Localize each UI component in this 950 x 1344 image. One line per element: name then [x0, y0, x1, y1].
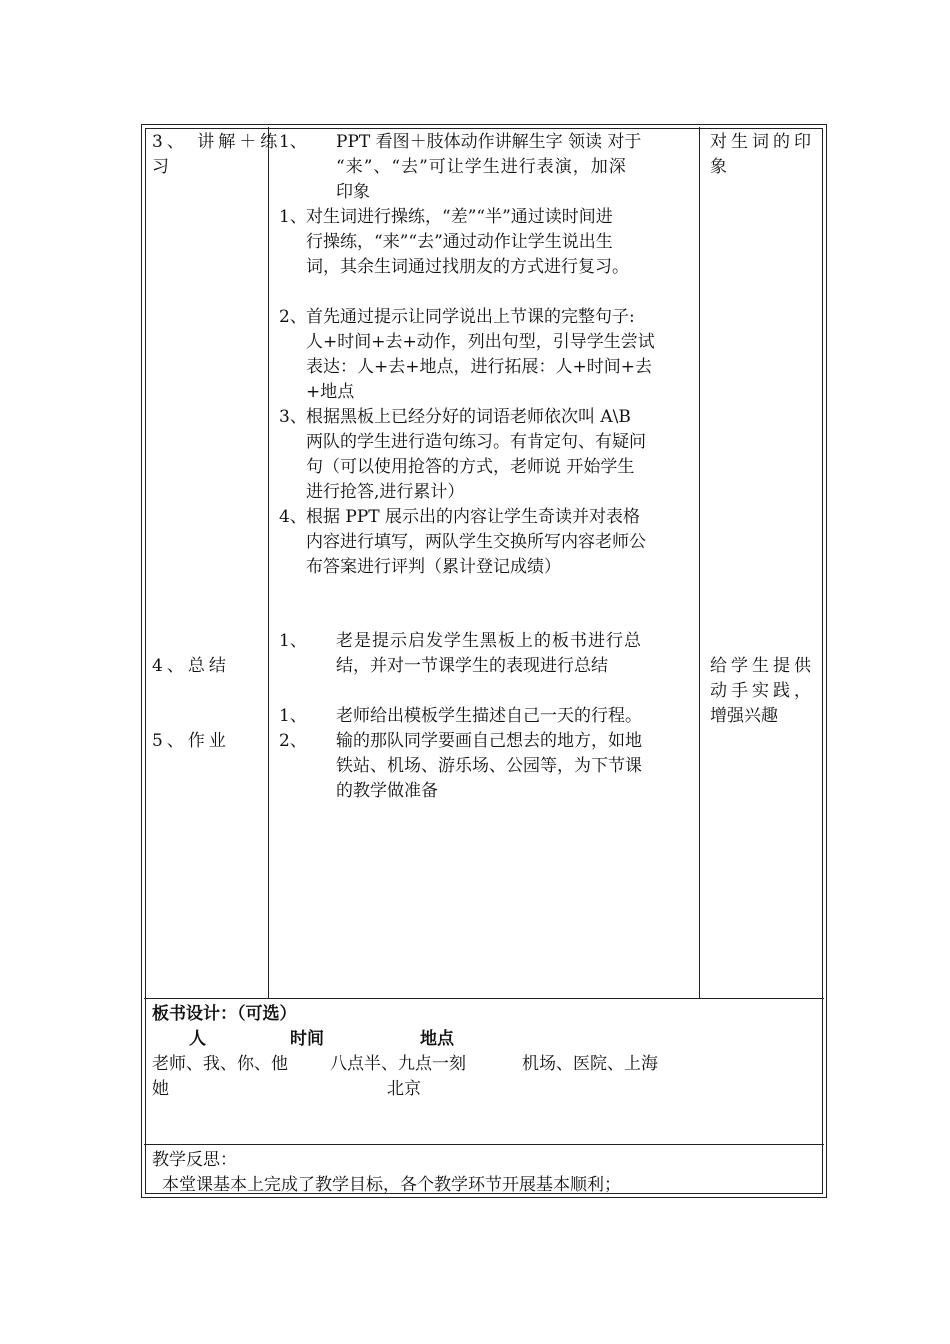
- item-d-line: 两队的学生进行造句练习。有肯定句、有疑问: [306, 432, 646, 452]
- col-divider-left: [268, 127, 269, 998]
- item-d-number: 3、: [279, 407, 307, 427]
- row-divider-board: [144, 998, 824, 999]
- item-e-line: 内容进行填写，两队学生交换所写内容老师公: [306, 532, 646, 552]
- item-a-line: 印象: [336, 182, 370, 202]
- board-persons-cont: 她: [152, 1079, 169, 1099]
- item-a-line: “来”、“去”可让学生进行表演，加深: [336, 157, 627, 177]
- homework2-number: 2、: [279, 731, 307, 751]
- note-practice: 给学生提供: [710, 656, 815, 676]
- item-c-line: 首先通过提示让同学说出上节课的完整句子:: [306, 307, 635, 327]
- homework2-line: 输的那队同学要画自己想去的地方，如地: [336, 731, 642, 751]
- item-b-line: 行操练，“来”“去”通过动作让学生说出生: [306, 232, 613, 252]
- board-times: 八点半、九点一刻: [330, 1054, 466, 1074]
- board-title: 板书设计：（可选）: [152, 1004, 297, 1024]
- item-e-line: 布答案进行评判（累计登记成绩）: [306, 557, 561, 577]
- col-divider-right: [699, 127, 700, 998]
- item-c-line: 表达：人+去+地点，进行拓展：人+时间+去: [306, 357, 652, 377]
- item-a-line: PPT 看图＋肢体动作讲解生字 领读 对于: [336, 132, 642, 152]
- step3-label: 3、 讲解＋练: [152, 132, 282, 152]
- summary-number: 1、: [279, 631, 307, 651]
- reflection-text: 本堂课基本上完成了教学目标，各个教学环节开展基本顺利；: [162, 1175, 621, 1195]
- step3-label-cont: 习: [152, 157, 169, 177]
- note-practice: 增强兴趣: [710, 706, 778, 726]
- summary-line: 结，并对一节课学生的表现进行总结: [336, 656, 608, 676]
- item-c-line: +地点: [306, 382, 355, 402]
- item-b-number: 1、: [279, 207, 307, 227]
- row-divider-reflection: [144, 1144, 824, 1145]
- item-c-number: 2、: [279, 307, 307, 327]
- note-practice: 动手实践，: [710, 681, 815, 701]
- note-vocab: 对生词的印: [710, 132, 815, 152]
- homework2-line: 铁站、机场、游乐场、公园等，为下节课: [336, 756, 642, 776]
- item-e-line: 根据 PPT 展示出的内容让学生奇读并对表格: [306, 507, 641, 527]
- summary-line: 老是提示启发学生黑板上的板书进行总: [336, 631, 642, 651]
- item-b-line: 对生词进行操练，“差”“半”通过读时间进: [306, 207, 613, 227]
- reflection-title: 教学反思：: [152, 1150, 237, 1170]
- board-places-cont: 北京: [387, 1079, 421, 1099]
- item-b-line: 词，其余生词通过找朋友的方式进行复习。: [306, 257, 629, 277]
- homework1-number: 1、: [279, 706, 307, 726]
- item-c-line: 人+时间+去+动作，列出句型，引导学生尝试: [306, 332, 655, 352]
- note-vocab-cont: 象: [710, 157, 727, 177]
- board-header-person: 人: [189, 1029, 206, 1049]
- board-header-time: 时间: [290, 1029, 324, 1049]
- board-header-place: 地点: [420, 1029, 454, 1049]
- step4-label: 4、总结: [152, 656, 230, 676]
- step5-label: 5、作业: [152, 731, 230, 751]
- item-d-line: 根据黑板上已经分好的词语老师依次叫 A\B: [306, 407, 631, 427]
- homework2-line: 的教学做准备: [336, 781, 438, 801]
- item-d-line: 句（可以使用抢答的方式，老师说 开始学生: [306, 457, 635, 477]
- item-e-number: 4、: [279, 507, 307, 527]
- board-persons: 老师、我、你、他: [152, 1054, 288, 1074]
- board-places: 机场、医院、上海: [522, 1054, 658, 1074]
- item-a-number: 1、: [279, 132, 307, 152]
- homework1-line: 老师给出模板学生描述自己一天的行程。: [336, 706, 642, 726]
- item-d-line: 进行抢答,进行累计）: [306, 482, 465, 502]
